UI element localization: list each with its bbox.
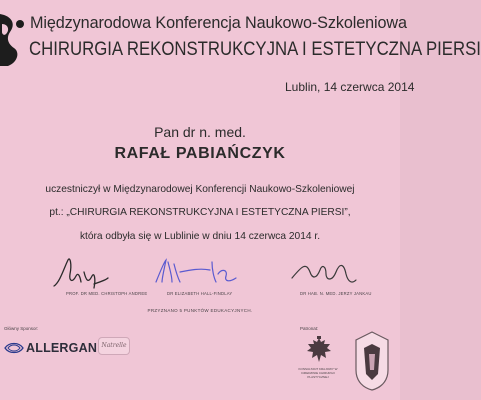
signature-caption-3: DR HAB. N. MED. JERZY JANKAU — [300, 291, 372, 296]
natrelle-logo: Natrelle — [98, 337, 130, 355]
society-caption: KONSULTANT KRAJOWY W DZIEDZINIE CHIRURGII PLASTYCZNEJ — [298, 367, 338, 379]
signature-block-1 — [50, 254, 110, 295]
signature-caption-1: PROF. DR MED. CHRISTOPH ANDREE — [66, 291, 148, 296]
organization-line: Międzynarodowa Konferencja Naukowo-Szkoleniowa — [30, 14, 407, 32]
signature-caption-2: DR ELIZABETH HALL-FINDLAY — [167, 291, 233, 296]
body-line-3: która odbyła się w Lublinie w dniu 14 czerwca 2014 r. — [79, 231, 321, 242]
body-line-2: pt.: „CHIRURGIA REKONSTRUKCYJNA I ESTETYCZNA PIERSI”, — [49, 207, 351, 218]
handwritten-signature-3 — [288, 254, 358, 290]
polish-eagle-emblem-icon — [304, 334, 334, 368]
sponsor-label: Główny Sponsor: — [4, 326, 39, 331]
handwritten-signature-2 — [150, 254, 240, 290]
points-note: PRZYZNANO 5 PUNKTÓW EDUKACYJNYCH. — [147, 308, 253, 313]
patron-label: Patronat: — [300, 326, 319, 331]
conference-title: CHIRURGIA REKONSTRUKCYJNA I ESTETYCZNA PIERSI — [29, 38, 481, 60]
allergan-brand: ALLERGAN — [26, 341, 98, 355]
recipient-title: Pan dr n. med. — [154, 124, 246, 140]
recipient-name: RAFAŁ PABIAŃCZYK — [114, 145, 286, 162]
signature-block-3 — [288, 254, 358, 295]
body-line-1: uczestniczył w Międzynarodowej Konferencji Naukowo-Szkoleniowej — [45, 184, 355, 195]
signature-block-2 — [150, 254, 240, 295]
society-emblem-icon — [352, 330, 392, 392]
allergan-logo-icon — [4, 341, 24, 355]
handwritten-signature-1 — [50, 254, 110, 290]
conference-logo-icon — [0, 10, 28, 68]
date-place: Lublin, 14 czerwca 2014 — [285, 80, 415, 94]
